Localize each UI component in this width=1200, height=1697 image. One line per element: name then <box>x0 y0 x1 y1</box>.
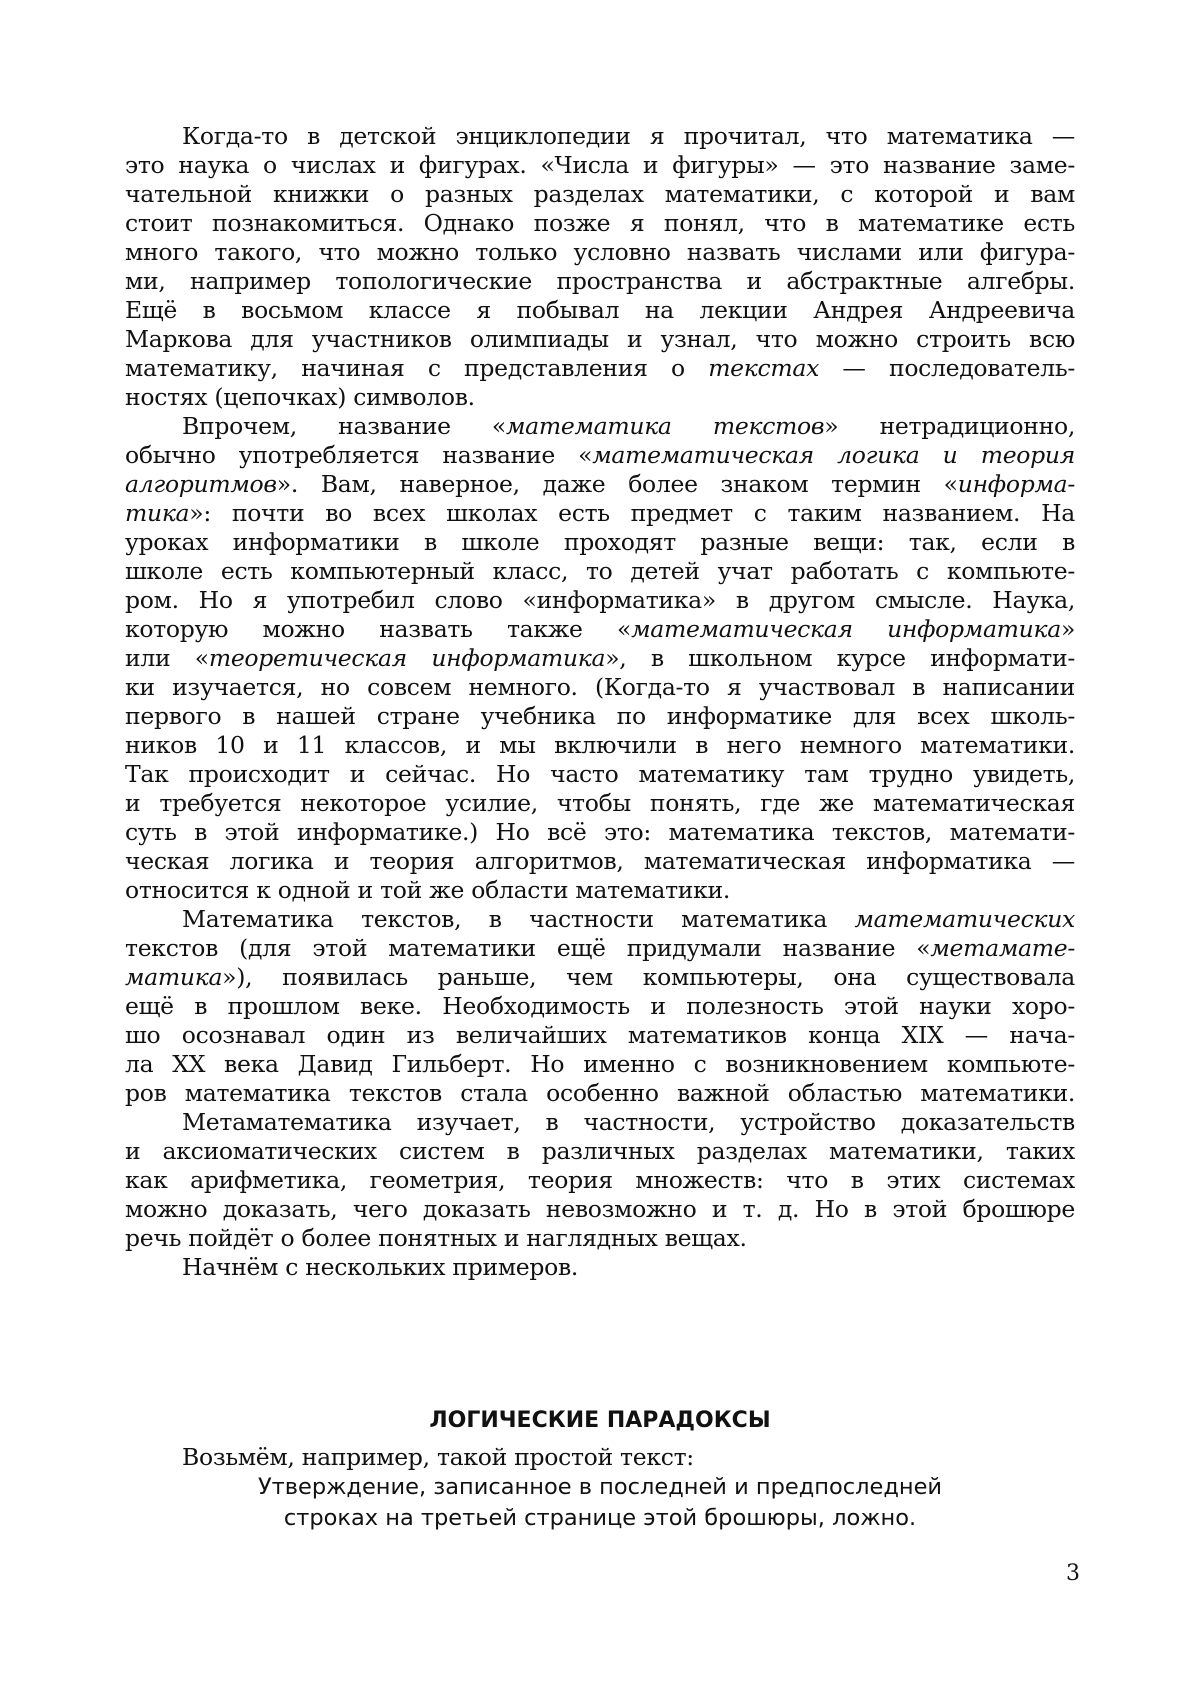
body-text-line <box>182 410 1075 442</box>
body-text-line: шо осознавал один из величайших математиков конца XIX — нача- <box>125 1019 1075 1051</box>
italic-term: теоретическая информатика <box>209 644 605 672</box>
body-text-line <box>125 468 1075 500</box>
body-text-line <box>125 497 1075 529</box>
body-text-line: это наука о числах и фигурах. «Числа и фигуры» — это название заме- <box>125 149 1075 181</box>
body-text-line: чательной книжки о разных разделах математики, с которой и вам <box>125 178 1075 210</box>
body-text-line: ников 10 и 11 классов, и мы включили в него немного математики. <box>125 729 1075 761</box>
italic-term: текстах <box>708 354 819 382</box>
text-run: », в школьном курсе информати- <box>605 644 1075 672</box>
italic-term: математика текстов <box>506 412 824 440</box>
text-run: или « <box>125 644 209 672</box>
body-text-line: ностях (цепочках) символов. <box>125 381 1075 413</box>
body-text-line <box>125 642 1075 674</box>
body-text-line: первого в нашей стране учебника по информатике для всех школь- <box>125 700 1075 732</box>
italic-term: алгоритмов <box>125 470 277 498</box>
body-text-line: ещё в прошлом веке. Необходимость и полезность этой науки хоро- <box>125 990 1075 1022</box>
text-run: ». Вам, наверное, даже более знаком термин « <box>277 470 958 498</box>
quote-line-2: строках на третьей странице этой брошюры, ложно. <box>125 1501 1075 1535</box>
body-text-line <box>125 932 1075 964</box>
text-run: »: почти во всех школах есть предмет с таким названием. На <box>189 499 1075 527</box>
section-heading: ЛОГИЧЕСКИЕ ПАРАДОКСЫ <box>125 1403 1075 1439</box>
text-run: обычно употребляется название « <box>125 441 592 469</box>
body-text-line: речь пойдёт о более понятных и наглядных вещах. <box>125 1222 1075 1254</box>
text-run: » нетрадиционно, <box>824 412 1075 440</box>
text-run: — последователь- <box>819 354 1075 382</box>
text-run: текстов (для этой математики ещё придумали название « <box>125 934 930 962</box>
body-text-line: можно доказать, чего доказать невозможно и т. д. Но в этой брошюре <box>125 1193 1075 1225</box>
body-text-line: ром. Но я употребил слово «информатика» в другом смысле. Наука, <box>125 584 1075 616</box>
italic-term: математическая логика и теория <box>592 441 1075 469</box>
body-text-line: ми, например топологические пространства и абстрактные алгебры. <box>125 265 1075 297</box>
body-text-line: много такого, что можно только условно назвать числами или фигура- <box>125 236 1075 268</box>
text-run: Впрочем, название « <box>182 412 506 440</box>
body-text-line: Когда-то в детской энциклопедии я прочитал, что математика — <box>182 120 1075 152</box>
body-text-line: как арифметика, геометрия, теория множеств: что в этих системах <box>125 1164 1075 1196</box>
body-text-line: Метаматематика изучает, в частности, устройство доказательств <box>182 1106 1075 1138</box>
body-text-line: ров математика текстов стала особенно важной областью математики. <box>125 1077 1075 1109</box>
body-text-line: Начнём с нескольких примеров. <box>182 1251 1075 1283</box>
body-text-line <box>125 961 1075 993</box>
body-text-line: Ещё в восьмом классе я побывал на лекции Андрея Андреевича <box>125 294 1075 326</box>
body-text-line: Маркова для участников олимпиады и узнал, что можно строить всю <box>125 323 1075 355</box>
section-intro: Возьмём, например, такой простой текст: <box>182 1441 1075 1473</box>
body-text-line: и требуется некоторое усилие, чтобы понять, где же математическая <box>125 787 1075 819</box>
body-text-line <box>125 352 1075 384</box>
body-text-line: и аксиоматических систем в различных разделах математики, таких <box>125 1135 1075 1167</box>
text-run: »), появилась раньше, чем компьютеры, она существовала <box>222 963 1075 991</box>
text-run: математику, начиная с представления о <box>125 354 708 382</box>
italic-term: математических <box>854 905 1075 933</box>
body-text-line: школе есть компьютерный класс, то детей учат работать с компьюте- <box>125 555 1075 587</box>
quote-line-1: Утверждение, записанное в последней и предпоследней <box>125 1470 1075 1504</box>
italic-term: информа- <box>958 470 1075 498</box>
body-text-line: ла XX века Давид Гильберт. Но именно с возникновением компьюте- <box>125 1048 1075 1080</box>
body-text-line <box>182 903 1075 935</box>
body-text-line: относится к одной и той же области математики. <box>125 874 1075 906</box>
body-text-line: суть в этой информатике.) Но всё это: математика текстов, математи- <box>125 816 1075 848</box>
body-text-line: стоит познакомиться. Однако позже я понял, что в математике есть <box>125 207 1075 239</box>
italic-term: матика <box>125 963 222 991</box>
italic-term: метамате- <box>930 934 1075 962</box>
text-run: » <box>1061 615 1075 643</box>
italic-term: математическая информатика <box>631 615 1061 643</box>
italic-term: тика <box>125 499 189 527</box>
page-number: 3 <box>1050 1558 1080 1590</box>
body-text-line <box>125 439 1075 471</box>
text-run: Математика текстов, в частности математика <box>182 905 854 933</box>
body-text-line: ки изучается, но совсем немного. (Когда-то я участвовал в написании <box>125 671 1075 703</box>
text-run: которую можно назвать также « <box>125 615 631 643</box>
body-text-line: уроках информатики в школе проходят разные вещи: так, если в <box>125 526 1075 558</box>
body-text-line: Так происходит и сейчас. Но часто математику там трудно увидеть, <box>125 758 1075 790</box>
body-text-line: ческая логика и теория алгоритмов, математическая информатика — <box>125 845 1075 877</box>
body-text-line <box>125 613 1075 645</box>
